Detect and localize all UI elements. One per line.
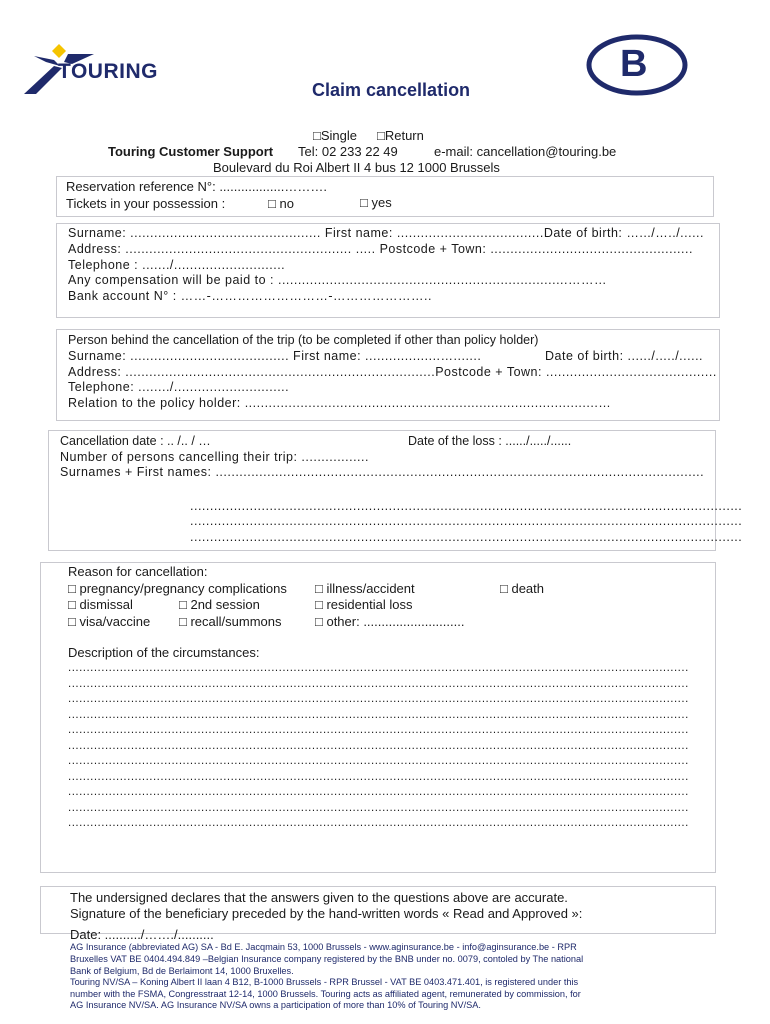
reason-illness-checkbox[interactable]: □ illness/accident bbox=[315, 581, 415, 596]
reason-second-session-checkbox[interactable]: □ 2nd session bbox=[179, 597, 260, 612]
description-line[interactable]: ........................................................................................................................................................................ bbox=[68, 693, 689, 705]
cancellation-date-line[interactable]: Cancellation date : .. /.. / … bbox=[60, 434, 211, 448]
reason-pregnancy-checkbox[interactable]: □ pregnancy/pregnancy complications bbox=[68, 581, 287, 596]
support-email: e-mail: cancellation@touring.be bbox=[434, 144, 617, 159]
footer-line: Touring NV/SA – Koning Albert II laan 4 B12, B-1000 Brussels - RPR Brussel - VAT BE 0403.471.401, is registered under this bbox=[70, 977, 579, 987]
names-continuation-line[interactable]: ........................................................................................................................................... bbox=[190, 499, 743, 513]
return-checkbox[interactable]: □Return bbox=[377, 128, 424, 143]
names-continuation-line[interactable]: ........................................................................................................................................... bbox=[190, 530, 743, 544]
reason-label: Reason for cancellation: bbox=[68, 564, 208, 579]
description-line[interactable]: ........................................................................................................................................................................ bbox=[68, 662, 689, 674]
policyholder-name-line[interactable]: Surname: ................................................ First name: .....................................Date of birth: ….../…../...... bbox=[68, 226, 705, 240]
other-person-heading: Person behind the cancellation of the trip (to be completed if other than policy holder) bbox=[68, 333, 539, 347]
tickets-yes-checkbox[interactable]: □ yes bbox=[360, 195, 392, 210]
single-checkbox[interactable]: □Single bbox=[313, 128, 357, 143]
policyholder-address-line[interactable]: Address: ......................................................... ..... Postcode + Town: ................................................... bbox=[68, 242, 693, 256]
compensation-line[interactable]: Any compensation will be paid to : .........................................................................……… bbox=[68, 273, 607, 287]
reason-dismissal-checkbox[interactable]: □ dismissal bbox=[68, 597, 133, 612]
reason-recall-checkbox[interactable]: □ recall/summons bbox=[179, 614, 282, 629]
reason-other-checkbox[interactable]: □ other: ............................ bbox=[315, 614, 465, 629]
other-person-birth-line[interactable]: Date of birth: ....../...../...... bbox=[545, 349, 704, 363]
tickets-label: Tickets in your possession : bbox=[66, 196, 226, 211]
footer-line: Bruxelles VAT BE 0404.494.849 –Belgian Insurance company registered by the BNB under no. 0079, contoled by The national bbox=[70, 954, 584, 964]
description-line[interactable]: ........................................................................................................................................................................ bbox=[68, 708, 689, 721]
persons-count-line[interactable]: Number of persons cancelling their trip: ................. bbox=[60, 450, 369, 464]
description-line[interactable]: ........................................................................................................................................................................ bbox=[68, 786, 689, 798]
description-line[interactable]: ........................................................................................................................................................................ bbox=[68, 677, 689, 690]
signature-instruction: Signature of the beneficiary preceded by the hand-written words « Read and Approved »: bbox=[70, 906, 583, 921]
description-line[interactable]: ........................................................................................................................................................................ bbox=[68, 801, 689, 814]
description-line[interactable]: ........................................................................................................................................................................ bbox=[68, 770, 689, 783]
bank-account-line[interactable]: Bank account N° : ……-………………………-………………….. bbox=[68, 289, 432, 303]
reason-residential-loss-checkbox[interactable]: □ residential loss bbox=[315, 597, 413, 612]
sncb-logo bbox=[586, 34, 688, 96]
description-line[interactable]: ........................................................................................................................................................................ bbox=[68, 724, 689, 736]
touring-logo bbox=[14, 40, 164, 100]
names-continuation-line[interactable]: ........................................................................................................................................... bbox=[190, 514, 743, 528]
reservation-reference[interactable]: Reservation reference N°: ..................………. bbox=[66, 179, 327, 194]
footer-line: AG Insurance NV/SA. AG Insurance NV/SA owns a participation of more than 10% of Touring NV/SA. bbox=[70, 1000, 481, 1010]
reason-visa-checkbox[interactable]: □ visa/vaccine bbox=[68, 614, 151, 629]
relation-line[interactable]: Relation to the policy holder: .........................................................................................… bbox=[68, 396, 612, 410]
description-line[interactable]: ........................................................................................................................................................................ bbox=[68, 817, 689, 829]
other-person-name-line[interactable]: Surname: ........................................ First name: ...................…....... bbox=[68, 349, 482, 363]
description-line[interactable]: ........................................................................................................................................................................ bbox=[68, 739, 689, 752]
description-label: Description of the circumstances: bbox=[68, 645, 260, 660]
loss-date-line[interactable]: Date of the loss : ....../...../...... bbox=[408, 434, 572, 448]
names-line[interactable]: Surnames + First names: ........................................................................................................................... bbox=[60, 465, 705, 479]
touring-logo-text: TOURING bbox=[58, 60, 158, 83]
other-person-telephone-line[interactable]: Telephone: ......../............................. bbox=[68, 380, 290, 394]
policyholder-telephone-line[interactable]: Telephone : ......./............................ bbox=[68, 258, 286, 272]
page-title: Claim cancellation bbox=[312, 80, 471, 100]
signature-date-line[interactable]: Date: ........../……./.......... bbox=[70, 927, 214, 942]
support-address: Boulevard du Roi Albert II 4 bus 12 1000 Brussels bbox=[213, 160, 500, 175]
sncb-logo-letter: B bbox=[620, 43, 648, 85]
support-tel: Tel: 02 233 22 49 bbox=[298, 144, 398, 159]
other-person-address-line[interactable]: Address: ..............................................................................Postcode + Town: ........................................... bbox=[68, 365, 717, 379]
footer-line: Bank of Belgium, Bd de Berlaimont 14, 1000 Bruxelles. bbox=[70, 966, 294, 976]
support-label: Touring Customer Support bbox=[108, 144, 274, 159]
tickets-no-checkbox[interactable]: □ no bbox=[268, 196, 294, 211]
description-lines[interactable] bbox=[68, 660, 713, 840]
declaration-line: The undersigned declares that the answers given to the questions above are accurate. bbox=[70, 890, 568, 905]
footer-line: AG Insurance (abbreviated AG) SA - Bd E. Jacqmain 53, 1000 Brussels - www.aginsurance.be - info@aginsurance.be - RPR bbox=[70, 942, 577, 952]
reason-death-checkbox[interactable]: □ death bbox=[500, 581, 544, 596]
description-line[interactable]: ........................................................................................................................................................................ bbox=[68, 755, 689, 767]
footer-line: number with the FSMA, Congresstraat 12-14, 1000 Brussels. Touring acts as affiliated agent, remunerated by commission, for bbox=[70, 989, 581, 999]
